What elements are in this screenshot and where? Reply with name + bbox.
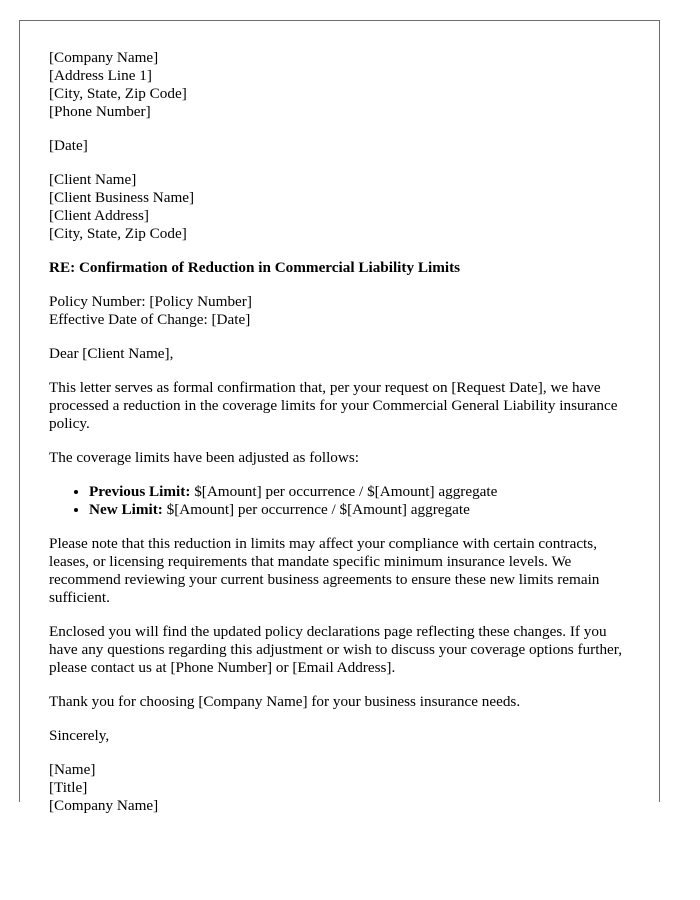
body-paragraph-1: This letter serves as formal confirmation that, per your request on [Request Date], we have processed a reduction in the coverage limits for your Commercial General Liability insurance policy. [49,379,618,432]
recipient-address: [Client Address] [49,207,149,224]
new-limit-text: $[Amount] per occurrence / $[Amount] aggregate [162,501,470,518]
signature-name: [Name] [49,761,96,778]
body-paragraph-3: Please note that this reduction in limits may affect your compliance with certain contracts, leases, or licensing requirements that mandate specific minimum insurance levels. We recommend reviewing your current business agreements to ensure these new limits remain sufficient. [49,535,600,606]
recipient-business-name: [Client Business Name] [49,189,195,206]
limits-list [49,483,634,519]
recipient-address-block [49,171,634,243]
body-paragraph-4: Enclosed you will find the updated policy declarations page reflecting these changes. If you have any questions regarding this adjustment or wish to discuss your coverage options further, please contact us at [Phone Number] or [Email Address]. [49,623,623,676]
body-paragraph-5: Thank you for choosing [Company Name] for your business insurance needs. [49,693,521,710]
effective-date-line: Effective Date of Change: [Date] [49,311,251,328]
closing: Sincerely, [49,727,110,744]
date-text: [Date] [49,137,88,154]
salutation: Dear [Client Name], [49,345,174,362]
recipient-city-state-zip: [City, State, Zip Code] [49,225,187,242]
previous-limit-label: Previous Limit: [89,483,191,500]
policy-number-line: Policy Number: [Policy Number] [49,293,252,310]
body-paragraph-2: The coverage limits have been adjusted as follows: [49,449,359,466]
list-item-previous-limit [89,483,634,501]
previous-limit-text: $[Amount] per occurrence / $[Amount] aggregate [190,483,498,500]
signature-title: [Title] [49,779,88,796]
sender-address-block [49,49,634,121]
list-item-new-limit [89,501,634,519]
signature-block [49,761,634,815]
sender-city-state-zip: [City, State, Zip Code] [49,85,187,102]
new-limit-label: New Limit: [89,501,163,518]
letter-content [49,49,634,831]
sender-address-line-1: [Address Line 1] [49,67,152,84]
sender-phone: [Phone Number] [49,103,151,120]
letter-page [19,20,660,814]
letter-date [49,137,634,155]
sender-company-name: [Company Name] [49,49,159,66]
policy-info-block [49,293,634,329]
recipient-client-name: [Client Name] [49,171,137,188]
subject-line: RE: Confirmation of Reduction in Commercial Liability Limits [49,259,461,276]
signature-company: [Company Name] [49,797,159,814]
